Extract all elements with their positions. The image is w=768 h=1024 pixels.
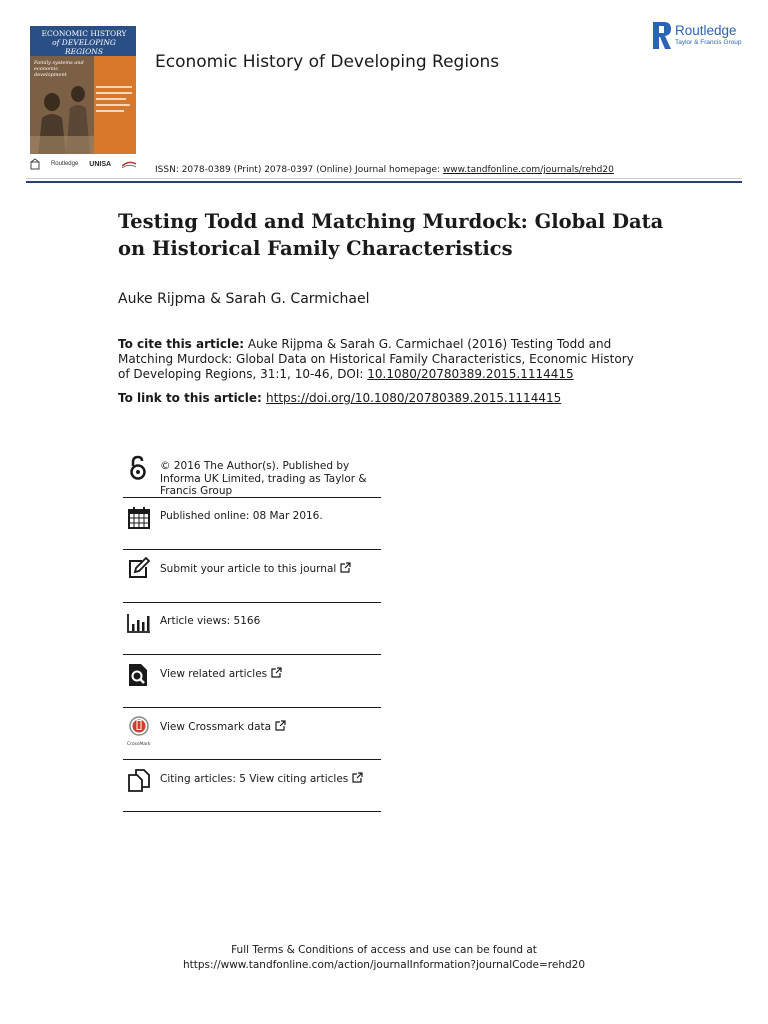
related-articles-item[interactable]	[123, 655, 381, 707]
crossmark-caption: CrossMark	[127, 741, 151, 747]
open-access-icon	[127, 455, 151, 481]
citation-block	[118, 337, 638, 382]
related-articles-label: View related articles	[160, 668, 268, 681]
cover-title-line2: of DEVELOPING REGIONS	[52, 38, 116, 56]
open-access-text: © 2016 The Author(s). Published by Informa UK Limited, trading as Taylor & Francis Group	[160, 460, 367, 497]
related-articles-link[interactable]	[160, 667, 382, 681]
submit-article-label: Submit your article to this journal	[160, 563, 337, 576]
terms-footer	[0, 943, 768, 973]
terms-footer-line1: Full Terms & Conditions of access and use can be found at	[231, 944, 537, 956]
cover-unisa-logo: UNISA	[89, 160, 112, 168]
external-link-icon	[275, 720, 286, 731]
edit-icon	[127, 557, 151, 583]
crossmark-link[interactable]	[160, 720, 382, 734]
header-rule	[26, 181, 742, 183]
crossmark-item[interactable]	[123, 708, 381, 760]
journal-cover-image	[30, 26, 136, 154]
calendar-icon	[127, 505, 151, 531]
article-link-line	[118, 391, 561, 405]
external-link-icon	[340, 562, 351, 573]
crossmark-icon	[127, 715, 151, 741]
citing-articles-item[interactable]	[123, 760, 381, 812]
article-link-label: To link to this article:	[118, 391, 267, 405]
journal-homepage-link[interactable]: www.tandfonline.com/journals/rehd20	[442, 165, 614, 175]
article-info-list	[123, 448, 381, 812]
article-views-item	[123, 603, 381, 655]
terms-footer-url[interactable]: https://www.tandfonline.com/action/journalInformation?journalCode=rehd20	[182, 959, 586, 971]
published-online-item	[123, 498, 381, 550]
cover-title-line1: ECONOMIC HISTORY	[41, 29, 127, 38]
citing-articles-link[interactable]	[160, 772, 382, 786]
bar-chart-icon	[127, 610, 151, 636]
crossmark-label: View Crossmark data	[160, 720, 272, 733]
external-link-icon	[271, 667, 282, 678]
related-search-icon	[127, 662, 151, 688]
journal-title: Economic History of Developing Regions	[155, 52, 500, 72]
cover-subtitle: Family systems and economic development	[34, 60, 84, 78]
routledge-logo	[653, 22, 745, 50]
external-link-icon	[352, 772, 363, 783]
header-rule-light	[26, 178, 742, 179]
citing-articles-icon	[127, 767, 151, 793]
article-authors: Auke Rijpma & Sarah G. Carmichael	[118, 291, 370, 307]
citing-articles-label: Citing articles: 5 View citing articles	[160, 772, 349, 785]
cover-routledge-logo: Routledge	[50, 161, 79, 167]
open-access-item	[123, 448, 381, 498]
issn-line	[155, 165, 614, 175]
article-doi-url-link[interactable]: https://doi.org/10.1080/20780389.2015.1114415	[266, 391, 562, 405]
citation-text: Auke Rijpma & Sarah G. Carmichael (2016) Testing Todd and Matching Murdock: Global Data on Historical Family Characteristics, Economic History of Developing Regions, 31:1, 10-46, DOI:	[118, 337, 634, 381]
article-title: Testing Todd and Matching Murdock: Global Data on Historical Family Characteristics	[118, 210, 664, 260]
submit-article-link[interactable]	[160, 562, 382, 576]
submit-article-item[interactable]	[123, 550, 381, 602]
routledge-name: Routledge	[675, 23, 737, 38]
routledge-tagline: Taylor & Francis Group	[675, 39, 742, 46]
cover-title	[34, 29, 134, 56]
unisa-crest-icon	[30, 158, 40, 170]
article-views-text: Article views: 5166	[160, 614, 261, 627]
citation-label: To cite this article:	[118, 337, 245, 351]
issn-text: ISSN: 2078-0389 (Print) 2078-0397 (Online) Journal homepage:	[155, 165, 443, 175]
routledge-r-icon	[653, 22, 671, 49]
doi-link[interactable]: 10.1080/20780389.2015.1114415	[367, 367, 574, 381]
published-online-text: Published online: 08 Mar 2016.	[160, 510, 323, 522]
cover-publisher-logos	[30, 156, 136, 172]
unisa-swoosh-icon	[122, 160, 136, 168]
